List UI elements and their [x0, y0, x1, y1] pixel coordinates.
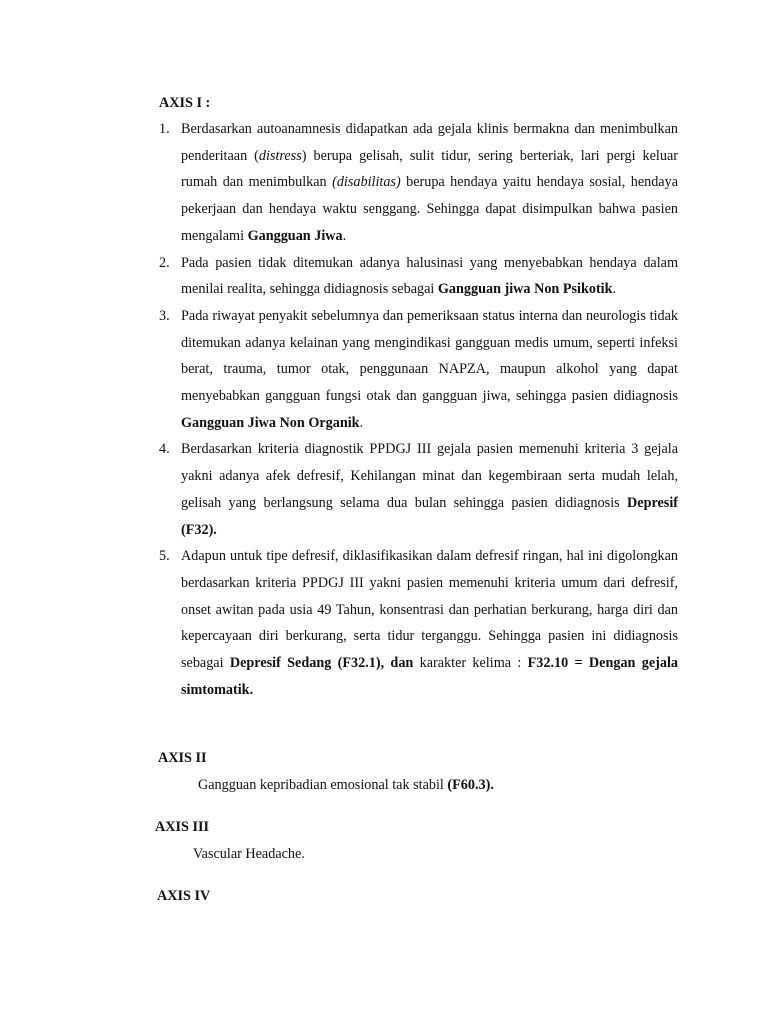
axis2-description: Gangguan kepribadian emosional tak stabil: [198, 777, 448, 793]
item-text: .: [359, 414, 364, 431]
item-text: Berdasarkan kriteria diagnostik PPDGJ III gejala pasien memenuhi kriteria 3 gejala yakni adanya afek defresif, Kehilangan minat dan kegembiraan serta mudah lelah, gelisah yang berlangsung selama dua bulan sehingga pasien didiagnosis: [181, 441, 678, 511]
item-text: karakter kelima :: [413, 655, 528, 672]
list-item-5: [159, 543, 678, 703]
list-item-3: [159, 303, 678, 437]
list-item-1: [159, 116, 678, 250]
list-number: 3.: [159, 307, 170, 324]
list-number: 4.: [159, 441, 170, 458]
axis1-list: [159, 116, 678, 703]
axis1-heading: AXIS I :: [159, 95, 211, 111]
axis3-text: Vascular Headache.: [193, 846, 305, 862]
item-text: Berdasarkan autoanamnesis didapatkan ada gejala klinis bermakna dan menimbulkan penderitaan (: [181, 121, 678, 164]
item-text: .: [342, 227, 347, 244]
axis4-heading: AXIS IV: [157, 888, 211, 904]
item-text: .: [612, 281, 617, 298]
list-number: 1.: [159, 121, 170, 137]
item-bold: Depresif Sedang (F32.1), dan: [229, 655, 414, 672]
item-italic: distress: [258, 147, 302, 164]
item-bold: Depresif (F32).: [181, 494, 678, 538]
item-bold: Gangguan Jiwa: [247, 227, 343, 244]
axis2-text: [198, 777, 494, 794]
list-item-4: [159, 436, 678, 543]
item-text: Pada pasien tidak ditemukan adanya halusinasi yang menyebabkan hendaya dalam menilai realita, sehingga didiagnosis sebagai: [181, 254, 678, 298]
item-text: berupa hendaya yaitu hendaya sosial, hendaya pekerjaan dan hendaya waktu senggang. Sehingga dapat disimpulkan bahwa pasien mengalami: [181, 174, 678, 244]
list-number: 2.: [159, 254, 170, 271]
item-bold: F32.10 = Dengan gejala simtomatik.: [181, 655, 678, 698]
item-bold: Gangguan Jiwa Non Organik: [181, 414, 360, 431]
item-italic: (disabilitas): [332, 174, 401, 191]
item-text: ) berupa gelisah, sulit tidur, sering berteriak, lari pergi keluar rumah dan menimbulkan: [181, 147, 678, 191]
list-item-2: [159, 250, 678, 303]
axis2-code: (F60.3).: [447, 777, 494, 793]
item-text: Pada riwayat penyakit sebelumnya dan pemeriksaan status interna dan neurologis tidak ditemukan adanya kelainan yang mengindikasi gangguan medis umum, seperti infeksi berat, trauma, tumor otak, penggunaan NAPZA, maupun alkohol yang dapat menyebabkan gangguan fungsi otak dan gangguan jiwa, sehingga pasien didiagnosis: [181, 307, 678, 405]
axis2-heading: AXIS II: [158, 750, 207, 766]
item-bold: Gangguan jiwa Non Psikotik: [437, 281, 613, 298]
axis3-heading: AXIS III: [155, 819, 210, 835]
list-number: 5.: [159, 548, 170, 565]
item-text: Adapun untuk tipe defresif, diklasifikasikan dalam defresif ringan, hal ini digolongkan berdasarkan kriteria PPDGJ III yakni pasien memenuhi kriteria umum dari defresif, onset awitan pada usia 49 Tahun, konsentrasi dan perhatian berkurang, harga diri dan kepercayaan diri berkurang, serta tidur terganggu. Sehingga pasien ini didiagnosis sebagai: [181, 548, 678, 672]
